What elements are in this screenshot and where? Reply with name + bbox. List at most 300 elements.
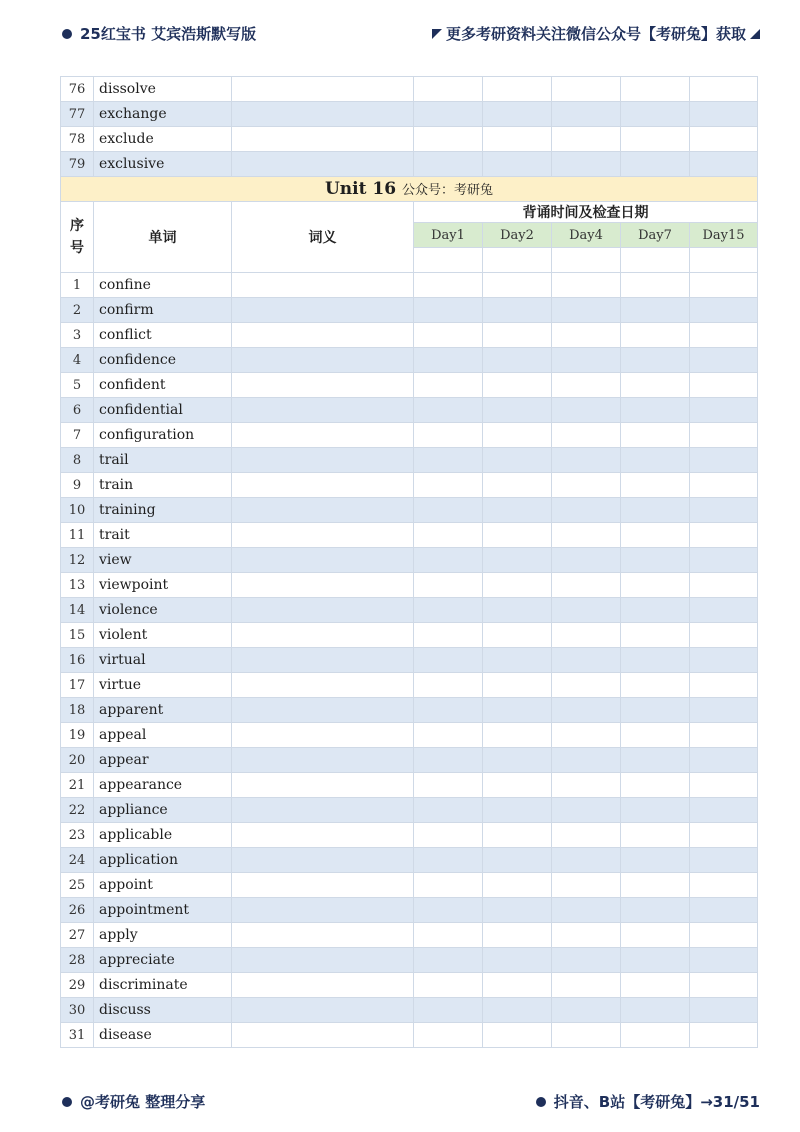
day-check-cell[interactable] bbox=[690, 948, 758, 973]
meaning-cell[interactable] bbox=[232, 323, 414, 348]
meaning-cell[interactable] bbox=[232, 948, 414, 973]
day-check-cell[interactable] bbox=[483, 127, 552, 152]
meaning-cell[interactable] bbox=[232, 298, 414, 323]
day-check-cell[interactable] bbox=[552, 398, 621, 423]
meaning-cell[interactable] bbox=[232, 773, 414, 798]
day-check-cell[interactable] bbox=[414, 948, 483, 973]
table-row bbox=[61, 548, 758, 573]
day-check-cell[interactable] bbox=[414, 723, 483, 748]
day-check-cell[interactable] bbox=[483, 323, 552, 348]
day-check-cell[interactable] bbox=[621, 573, 690, 598]
day-check-cell[interactable] bbox=[414, 152, 483, 177]
row-word: train bbox=[94, 473, 232, 498]
meaning-cell[interactable] bbox=[232, 923, 414, 948]
row-word: exclude bbox=[94, 127, 232, 152]
meaning-cell[interactable] bbox=[232, 1023, 414, 1048]
day-check-cell[interactable] bbox=[690, 423, 758, 448]
row-word: view bbox=[94, 548, 232, 573]
day-check-cell[interactable] bbox=[552, 873, 621, 898]
day-check-cell[interactable] bbox=[621, 273, 690, 298]
day-check-cell[interactable] bbox=[690, 448, 758, 473]
day-check-cell[interactable] bbox=[483, 348, 552, 373]
meaning-cell[interactable] bbox=[232, 823, 414, 848]
day-check-cell[interactable] bbox=[552, 798, 621, 823]
row-number: 23 bbox=[61, 823, 94, 848]
day-check-cell[interactable] bbox=[483, 273, 552, 298]
row-number: 6 bbox=[61, 398, 94, 423]
day-check-cell[interactable] bbox=[621, 373, 690, 398]
meaning-cell[interactable] bbox=[232, 398, 414, 423]
table-row bbox=[61, 523, 758, 548]
day-header: Day4 bbox=[552, 223, 621, 248]
day-check-cell[interactable] bbox=[483, 623, 552, 648]
day-check-cell[interactable] bbox=[483, 448, 552, 473]
day-check-cell[interactable] bbox=[552, 898, 621, 923]
day-check-cell[interactable] bbox=[483, 298, 552, 323]
day-check-cell[interactable] bbox=[483, 498, 552, 523]
day-check-cell[interactable] bbox=[552, 923, 621, 948]
bullet-dot-icon bbox=[536, 1097, 546, 1107]
day-check-cell[interactable] bbox=[414, 473, 483, 498]
day-check-cell[interactable] bbox=[414, 373, 483, 398]
review-header: 背诵时间及检查日期 bbox=[414, 202, 758, 223]
day-check-cell[interactable] bbox=[690, 848, 758, 873]
day-check-cell[interactable] bbox=[414, 548, 483, 573]
unit-note: 公众号：考研兔 bbox=[402, 183, 494, 198]
day-check-cell[interactable] bbox=[483, 773, 552, 798]
day-check-cell[interactable] bbox=[552, 273, 621, 298]
meaning-cell[interactable] bbox=[232, 648, 414, 673]
day-check-cell[interactable] bbox=[483, 548, 552, 573]
day-check-cell[interactable] bbox=[483, 848, 552, 873]
table-row bbox=[61, 1023, 758, 1048]
day-check-cell[interactable] bbox=[414, 673, 483, 698]
day-check-cell[interactable] bbox=[621, 723, 690, 748]
row-number: 79 bbox=[61, 152, 94, 177]
header-right bbox=[432, 23, 760, 44]
day-check-cell[interactable] bbox=[414, 348, 483, 373]
word-rows bbox=[61, 273, 758, 1048]
day-check-cell[interactable] bbox=[690, 77, 758, 102]
day-check-cell[interactable] bbox=[483, 648, 552, 673]
day-check-cell[interactable] bbox=[552, 998, 621, 1023]
seq-header bbox=[61, 202, 94, 273]
day-check-cell[interactable] bbox=[690, 873, 758, 898]
day-check-cell[interactable] bbox=[552, 373, 621, 398]
day-check-cell[interactable] bbox=[414, 823, 483, 848]
row-word: applicable bbox=[94, 823, 232, 848]
day-check-cell[interactable] bbox=[552, 573, 621, 598]
spacer-cell bbox=[552, 248, 621, 273]
day-check-cell[interactable] bbox=[414, 898, 483, 923]
day-check-cell[interactable] bbox=[621, 102, 690, 127]
day-check-cell[interactable] bbox=[414, 773, 483, 798]
day-check-cell[interactable] bbox=[483, 698, 552, 723]
day-check-cell[interactable] bbox=[483, 373, 552, 398]
day-check-cell[interactable] bbox=[690, 573, 758, 598]
spacer-cell bbox=[483, 248, 552, 273]
day-check-cell[interactable] bbox=[621, 823, 690, 848]
day-check-cell[interactable] bbox=[483, 523, 552, 548]
day-check-cell[interactable] bbox=[690, 127, 758, 152]
meaning-cell[interactable] bbox=[232, 898, 414, 923]
bullet-dot-icon bbox=[62, 29, 72, 39]
day-check-cell[interactable] bbox=[414, 523, 483, 548]
day-check-cell[interactable] bbox=[621, 1023, 690, 1048]
day-check-cell[interactable] bbox=[483, 748, 552, 773]
day-check-cell[interactable] bbox=[621, 473, 690, 498]
day-check-cell[interactable] bbox=[552, 498, 621, 523]
row-word: dissolve bbox=[94, 77, 232, 102]
day-check-cell[interactable] bbox=[414, 1023, 483, 1048]
row-number: 10 bbox=[61, 498, 94, 523]
day-check-cell[interactable] bbox=[621, 298, 690, 323]
meaning-cell[interactable] bbox=[232, 152, 414, 177]
day-check-cell[interactable] bbox=[621, 698, 690, 723]
day-check-cell[interactable] bbox=[690, 548, 758, 573]
day-check-cell[interactable] bbox=[621, 673, 690, 698]
day-check-cell[interactable] bbox=[483, 948, 552, 973]
meaning-cell[interactable] bbox=[232, 848, 414, 873]
day-check-cell[interactable] bbox=[621, 348, 690, 373]
day-check-cell[interactable] bbox=[552, 848, 621, 873]
row-number: 16 bbox=[61, 648, 94, 673]
day-check-cell[interactable] bbox=[690, 923, 758, 948]
row-word: trait bbox=[94, 523, 232, 548]
row-word: discuss bbox=[94, 998, 232, 1023]
table-row bbox=[61, 823, 758, 848]
day-check-cell[interactable] bbox=[621, 973, 690, 998]
row-word: exchange bbox=[94, 102, 232, 127]
day-check-cell[interactable] bbox=[690, 1023, 758, 1048]
corner-triangle-icon bbox=[432, 29, 442, 39]
meaning-cell[interactable] bbox=[232, 127, 414, 152]
seq-header-char-1: 序 bbox=[70, 218, 84, 234]
day-check-cell[interactable] bbox=[483, 923, 552, 948]
page-header bbox=[0, 20, 800, 46]
day-check-cell[interactable] bbox=[621, 948, 690, 973]
table-row bbox=[61, 798, 758, 823]
day-check-cell[interactable] bbox=[690, 723, 758, 748]
table-row bbox=[61, 648, 758, 673]
day-check-cell[interactable] bbox=[621, 898, 690, 923]
meaning-cell[interactable] bbox=[232, 373, 414, 398]
day-check-cell[interactable] bbox=[414, 648, 483, 673]
table-row bbox=[61, 873, 758, 898]
day-check-cell[interactable] bbox=[552, 948, 621, 973]
footer-right bbox=[536, 1091, 760, 1112]
footer-page-info: 抖音、B站【考研兔】→31/51 bbox=[553, 1093, 760, 1111]
meaning-cell[interactable] bbox=[232, 498, 414, 523]
table-row bbox=[61, 848, 758, 873]
meaning-cell[interactable] bbox=[232, 873, 414, 898]
day-check-cell[interactable] bbox=[414, 298, 483, 323]
day-check-cell[interactable] bbox=[552, 448, 621, 473]
meaning-cell[interactable] bbox=[232, 998, 414, 1023]
day-check-cell[interactable] bbox=[414, 102, 483, 127]
row-number: 26 bbox=[61, 898, 94, 923]
table-row bbox=[61, 127, 758, 152]
meaning-cell[interactable] bbox=[232, 598, 414, 623]
meaning-cell[interactable] bbox=[232, 273, 414, 298]
day-check-cell[interactable] bbox=[552, 1023, 621, 1048]
meaning-cell[interactable] bbox=[232, 623, 414, 648]
day-check-cell[interactable] bbox=[621, 152, 690, 177]
day-check-cell[interactable] bbox=[414, 923, 483, 948]
day-check-cell[interactable] bbox=[552, 102, 621, 127]
day-header: Day1 bbox=[414, 223, 483, 248]
day-check-cell[interactable] bbox=[414, 127, 483, 152]
table-row bbox=[61, 498, 758, 523]
day-check-cell[interactable] bbox=[621, 498, 690, 523]
day-check-cell[interactable] bbox=[621, 798, 690, 823]
day-check-cell[interactable] bbox=[690, 898, 758, 923]
day-check-cell[interactable] bbox=[483, 998, 552, 1023]
day-check-cell[interactable] bbox=[690, 673, 758, 698]
day-check-cell[interactable] bbox=[552, 127, 621, 152]
day-check-cell[interactable] bbox=[690, 623, 758, 648]
meaning-cell[interactable] bbox=[232, 473, 414, 498]
day-check-cell[interactable] bbox=[552, 623, 621, 648]
day-check-cell[interactable] bbox=[552, 823, 621, 848]
day-check-cell[interactable] bbox=[690, 298, 758, 323]
day-check-cell[interactable] bbox=[552, 598, 621, 623]
day-check-cell[interactable] bbox=[483, 152, 552, 177]
table-row bbox=[61, 102, 758, 127]
day-check-cell[interactable] bbox=[621, 398, 690, 423]
day-check-cell[interactable] bbox=[414, 748, 483, 773]
day-check-cell[interactable] bbox=[414, 273, 483, 298]
meaning-cell[interactable] bbox=[232, 548, 414, 573]
row-number: 7 bbox=[61, 423, 94, 448]
day-check-cell[interactable] bbox=[690, 152, 758, 177]
day-check-cell[interactable] bbox=[621, 323, 690, 348]
day-check-cell[interactable] bbox=[414, 423, 483, 448]
spacer-cell bbox=[621, 248, 690, 273]
day-check-cell[interactable] bbox=[690, 823, 758, 848]
day-check-cell[interactable] bbox=[552, 973, 621, 998]
row-number: 76 bbox=[61, 77, 94, 102]
day-check-cell[interactable] bbox=[483, 398, 552, 423]
day-check-cell[interactable] bbox=[621, 648, 690, 673]
row-word: application bbox=[94, 848, 232, 873]
day-check-cell[interactable] bbox=[552, 298, 621, 323]
spacer-cell bbox=[690, 248, 758, 273]
day-check-cell[interactable] bbox=[414, 398, 483, 423]
row-number: 8 bbox=[61, 448, 94, 473]
day-check-cell[interactable] bbox=[690, 523, 758, 548]
meaning-cell[interactable] bbox=[232, 423, 414, 448]
row-word: appreciate bbox=[94, 948, 232, 973]
table-row bbox=[61, 473, 758, 498]
day-check-cell[interactable] bbox=[414, 848, 483, 873]
day-check-cell[interactable] bbox=[621, 77, 690, 102]
day-check-cell[interactable] bbox=[552, 723, 621, 748]
day-check-cell[interactable] bbox=[483, 798, 552, 823]
row-number: 4 bbox=[61, 348, 94, 373]
meaning-cell[interactable] bbox=[232, 523, 414, 548]
day-check-cell[interactable] bbox=[552, 423, 621, 448]
day-check-cell[interactable] bbox=[552, 473, 621, 498]
day-check-cell[interactable] bbox=[621, 623, 690, 648]
meaning-cell[interactable] bbox=[232, 698, 414, 723]
day-check-cell[interactable] bbox=[552, 548, 621, 573]
day-check-cell[interactable] bbox=[483, 102, 552, 127]
table-row bbox=[61, 598, 758, 623]
header-row bbox=[61, 202, 758, 223]
day-check-cell[interactable] bbox=[621, 523, 690, 548]
day-check-cell[interactable] bbox=[690, 698, 758, 723]
day-check-cell[interactable] bbox=[621, 848, 690, 873]
day-check-cell[interactable] bbox=[690, 348, 758, 373]
row-word: confine bbox=[94, 273, 232, 298]
row-number: 29 bbox=[61, 973, 94, 998]
day-check-cell[interactable] bbox=[483, 598, 552, 623]
meaning-cell[interactable] bbox=[232, 348, 414, 373]
day-check-cell[interactable] bbox=[414, 498, 483, 523]
day-check-cell[interactable] bbox=[414, 77, 483, 102]
unit-title: Unit 16 bbox=[324, 179, 397, 199]
day-check-cell[interactable] bbox=[621, 748, 690, 773]
day-check-cell[interactable] bbox=[621, 598, 690, 623]
header-left bbox=[62, 23, 256, 44]
day-check-cell[interactable] bbox=[690, 973, 758, 998]
row-word: disease bbox=[94, 1023, 232, 1048]
day-check-cell[interactable] bbox=[690, 102, 758, 127]
meaning-cell[interactable] bbox=[232, 723, 414, 748]
day-check-cell[interactable] bbox=[690, 398, 758, 423]
row-number: 21 bbox=[61, 773, 94, 798]
day-check-cell[interactable] bbox=[414, 698, 483, 723]
header-book-title: 25红宝书 艾宾浩斯默写版 bbox=[80, 25, 257, 43]
meaning-cell[interactable] bbox=[232, 973, 414, 998]
meaning-cell[interactable] bbox=[232, 77, 414, 102]
row-number: 24 bbox=[61, 848, 94, 873]
row-word: appoint bbox=[94, 873, 232, 898]
day-check-cell[interactable] bbox=[414, 873, 483, 898]
day-check-cell[interactable] bbox=[414, 973, 483, 998]
meaning-cell[interactable] bbox=[232, 448, 414, 473]
day-check-cell[interactable] bbox=[414, 448, 483, 473]
day-check-cell[interactable] bbox=[621, 548, 690, 573]
day-check-cell[interactable] bbox=[414, 573, 483, 598]
day-check-cell[interactable] bbox=[414, 623, 483, 648]
row-word: appear bbox=[94, 748, 232, 773]
day-check-cell[interactable] bbox=[621, 423, 690, 448]
meaning-cell[interactable] bbox=[232, 748, 414, 773]
row-word: configuration bbox=[94, 423, 232, 448]
day-check-cell[interactable] bbox=[690, 273, 758, 298]
day-check-cell[interactable] bbox=[483, 823, 552, 848]
day-check-cell[interactable] bbox=[690, 323, 758, 348]
day-check-cell[interactable] bbox=[483, 723, 552, 748]
day-check-cell[interactable] bbox=[483, 1023, 552, 1048]
row-word: appearance bbox=[94, 773, 232, 798]
day-check-cell[interactable] bbox=[483, 673, 552, 698]
day-check-cell[interactable] bbox=[690, 748, 758, 773]
footer-left bbox=[62, 1091, 205, 1112]
day-check-cell[interactable] bbox=[690, 648, 758, 673]
row-word: appeal bbox=[94, 723, 232, 748]
row-number: 25 bbox=[61, 873, 94, 898]
table-row bbox=[61, 623, 758, 648]
day-check-cell[interactable] bbox=[621, 127, 690, 152]
day-check-cell[interactable] bbox=[414, 798, 483, 823]
day-check-cell[interactable] bbox=[483, 423, 552, 448]
day-check-cell[interactable] bbox=[621, 448, 690, 473]
row-number: 15 bbox=[61, 623, 94, 648]
row-word: apply bbox=[94, 923, 232, 948]
day-check-cell[interactable] bbox=[690, 498, 758, 523]
table-row bbox=[61, 348, 758, 373]
day-check-cell[interactable] bbox=[690, 798, 758, 823]
row-word: apparent bbox=[94, 698, 232, 723]
day-check-cell[interactable] bbox=[552, 323, 621, 348]
day-check-cell[interactable] bbox=[414, 323, 483, 348]
table-row bbox=[61, 673, 758, 698]
meaning-cell[interactable] bbox=[232, 573, 414, 598]
day-check-cell[interactable] bbox=[483, 973, 552, 998]
day-check-cell[interactable] bbox=[690, 373, 758, 398]
row-word: violent bbox=[94, 623, 232, 648]
word-header: 单词 bbox=[94, 202, 232, 273]
day-check-cell[interactable] bbox=[552, 523, 621, 548]
meaning-cell[interactable] bbox=[232, 798, 414, 823]
day-check-cell[interactable] bbox=[552, 773, 621, 798]
day-check-cell[interactable] bbox=[690, 773, 758, 798]
day-check-cell[interactable] bbox=[621, 873, 690, 898]
row-word: conflict bbox=[94, 323, 232, 348]
row-number: 11 bbox=[61, 523, 94, 548]
day-check-cell[interactable] bbox=[552, 698, 621, 723]
row-word: violence bbox=[94, 598, 232, 623]
day-check-cell[interactable] bbox=[690, 998, 758, 1023]
day-check-cell[interactable] bbox=[552, 648, 621, 673]
row-word: confirm bbox=[94, 298, 232, 323]
table-row bbox=[61, 973, 758, 998]
table-row bbox=[61, 373, 758, 398]
row-number: 20 bbox=[61, 748, 94, 773]
day-check-cell[interactable] bbox=[552, 748, 621, 773]
bullet-dot-icon bbox=[62, 1097, 72, 1107]
day-check-cell[interactable] bbox=[483, 573, 552, 598]
day-check-cell[interactable] bbox=[483, 873, 552, 898]
day-check-cell[interactable] bbox=[621, 923, 690, 948]
day-check-cell[interactable] bbox=[552, 348, 621, 373]
day-check-cell[interactable] bbox=[483, 473, 552, 498]
day-check-cell[interactable] bbox=[690, 598, 758, 623]
day-check-cell[interactable] bbox=[621, 773, 690, 798]
meaning-cell[interactable] bbox=[232, 673, 414, 698]
day-check-cell[interactable] bbox=[414, 998, 483, 1023]
row-number: 30 bbox=[61, 998, 94, 1023]
row-word: virtue bbox=[94, 673, 232, 698]
day-check-cell[interactable] bbox=[483, 898, 552, 923]
day-check-cell[interactable] bbox=[414, 598, 483, 623]
meaning-cell[interactable] bbox=[232, 102, 414, 127]
day-check-cell[interactable] bbox=[552, 673, 621, 698]
day-check-cell[interactable] bbox=[690, 473, 758, 498]
row-number: 14 bbox=[61, 598, 94, 623]
day-check-cell[interactable] bbox=[552, 77, 621, 102]
table-row bbox=[61, 998, 758, 1023]
day-check-cell[interactable] bbox=[621, 998, 690, 1023]
day-check-cell[interactable] bbox=[552, 152, 621, 177]
row-number: 28 bbox=[61, 948, 94, 973]
table-row bbox=[61, 298, 758, 323]
day-header: Day15 bbox=[690, 223, 758, 248]
day-check-cell[interactable] bbox=[483, 77, 552, 102]
